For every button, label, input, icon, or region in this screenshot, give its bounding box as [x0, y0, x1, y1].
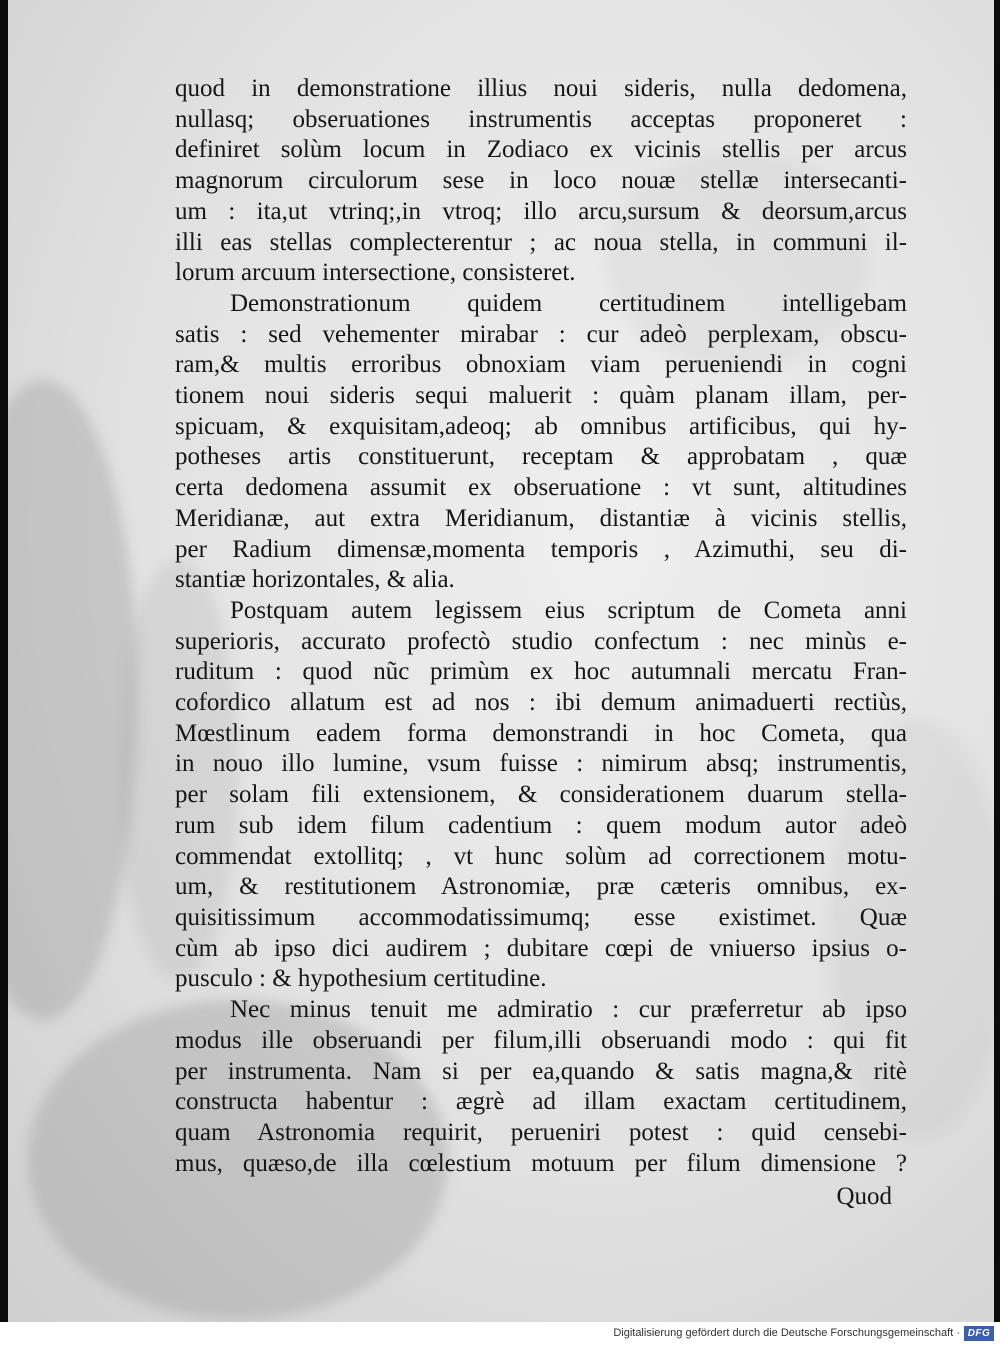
text-line: spicuam, & exquisitam,adeoq; ab omnibus artificibus, qui hy-	[175, 412, 907, 440]
text-line: magnorum circulorum sese in loco nouæ stellæ intersecanti-	[175, 167, 907, 195]
text-line: stantiæ horizontales, & alia.	[175, 566, 455, 594]
text-line: tionem noui sideris sequi maluerit : quàm planam illam, per-	[175, 382, 907, 410]
text-line: cofordico allatum est ad nos : ibi demum animaduerti rectiùs,	[175, 689, 907, 717]
text-line: in nouo illo lumine, vsum fuisse : nimirum absq; instrumentis,	[175, 750, 907, 778]
text-line: ram,& multis erroribus obnoxiam viam perueniendi in cogni	[175, 351, 907, 379]
text-line: ruditum : quod nũc primùm ex hoc autumnali mercatu Fran-	[175, 658, 907, 686]
paragraph-start-line: Nec minus tenuit me admiratio : cur præferretur ab ipso	[230, 996, 907, 1024]
paragraph-start-line: Postquam autem legissem eius scriptum de Cometa anni	[230, 596, 907, 624]
text-line: um : ita,ut vtrinq;,in vtroq; illo arcu,sursum & deorsum,arcus	[175, 197, 907, 225]
text-line: cùm ab ipso dici audirem ; dubitare cœpi de vniuerso ipsius o-	[175, 934, 907, 962]
body-text	[175, 74, 907, 1179]
text-line: constructa habentur : ægrè ad illam exactam certitudinem,	[175, 1088, 907, 1116]
paragraph-start-line: Demonstrationum quidem certitudinem intelligebam	[230, 289, 907, 317]
text-line: certa dedomena assumit ex obseruatione : vt sunt, altitudines	[175, 474, 907, 502]
text-line: Meridianæ, aut extra Meridianum, distantiæ à vicinis stellis,	[175, 504, 907, 532]
text-line: per solam fili extensionem, & considerationem duarum stella-	[175, 781, 907, 809]
text-line: Mœstlinum eadem forma demonstrandi in hoc Cometa, qua	[175, 719, 907, 747]
text-line: lorum arcuum intersectione, consisteret.	[175, 259, 576, 287]
dfg-logo-icon: DFG	[964, 1326, 994, 1341]
text-line: modus ille obseruandi per filum,illi obseruandi modo : qui fit	[175, 1026, 907, 1054]
text-line: mus, quæso,de illa cœlestium motuum per filum dimensione ?	[175, 1149, 907, 1177]
digitization-footer	[0, 1322, 1000, 1346]
text-line: pusculo : & hypothesium certitudine.	[175, 965, 547, 993]
text-line: um, & restitutionem Astronomiæ, præ cæteris omnibus, ex-	[175, 873, 907, 901]
text-line: quam Astronomia requirit, perueniri potest : quid censebi-	[175, 1118, 907, 1146]
text-line: commendat extollitq; , vt hunc solùm ad correctionem motu-	[175, 842, 907, 870]
text-line: illi eas stellas complecterentur ; ac noua stella, in communi il-	[175, 228, 907, 256]
water-stain	[8, 380, 138, 1020]
text-line: nullasq; obseruationes instrumentis acceptas proponeret :	[175, 105, 907, 133]
catchword: Quod	[836, 1183, 892, 1210]
text-line: rum sub idem filum cadentium : quem modum autor adeò	[175, 811, 907, 839]
text-line: potheses artis constituerunt, receptam & approbatam , quæ	[175, 443, 907, 471]
text-line: quisitissimum accommodatissimumq; esse existimet. Quæ	[175, 903, 907, 931]
text-line: definiret solùm locum in Zodiaco ex vicinis stellis per arcus	[175, 136, 907, 164]
text-line: per Radium dimensæ,momenta temporis , Azimuthi, seu di-	[175, 535, 907, 563]
text-line: quod in demonstratione illius noui sideris, nulla dedomena,	[175, 75, 907, 102]
text-line: per instrumenta. Nam si per ea,quando & satis magna,& ritè	[175, 1057, 907, 1085]
text-line: satis : sed vehementer mirabar : cur adeò perplexam, obscu-	[175, 320, 907, 348]
text-line: superioris, accurato profectò studio confectum : nec minùs e-	[175, 627, 907, 655]
funding-credit: Digitalisierung gefördert durch die Deutsche Forschungsgemeinschaft ·	[613, 1327, 960, 1339]
